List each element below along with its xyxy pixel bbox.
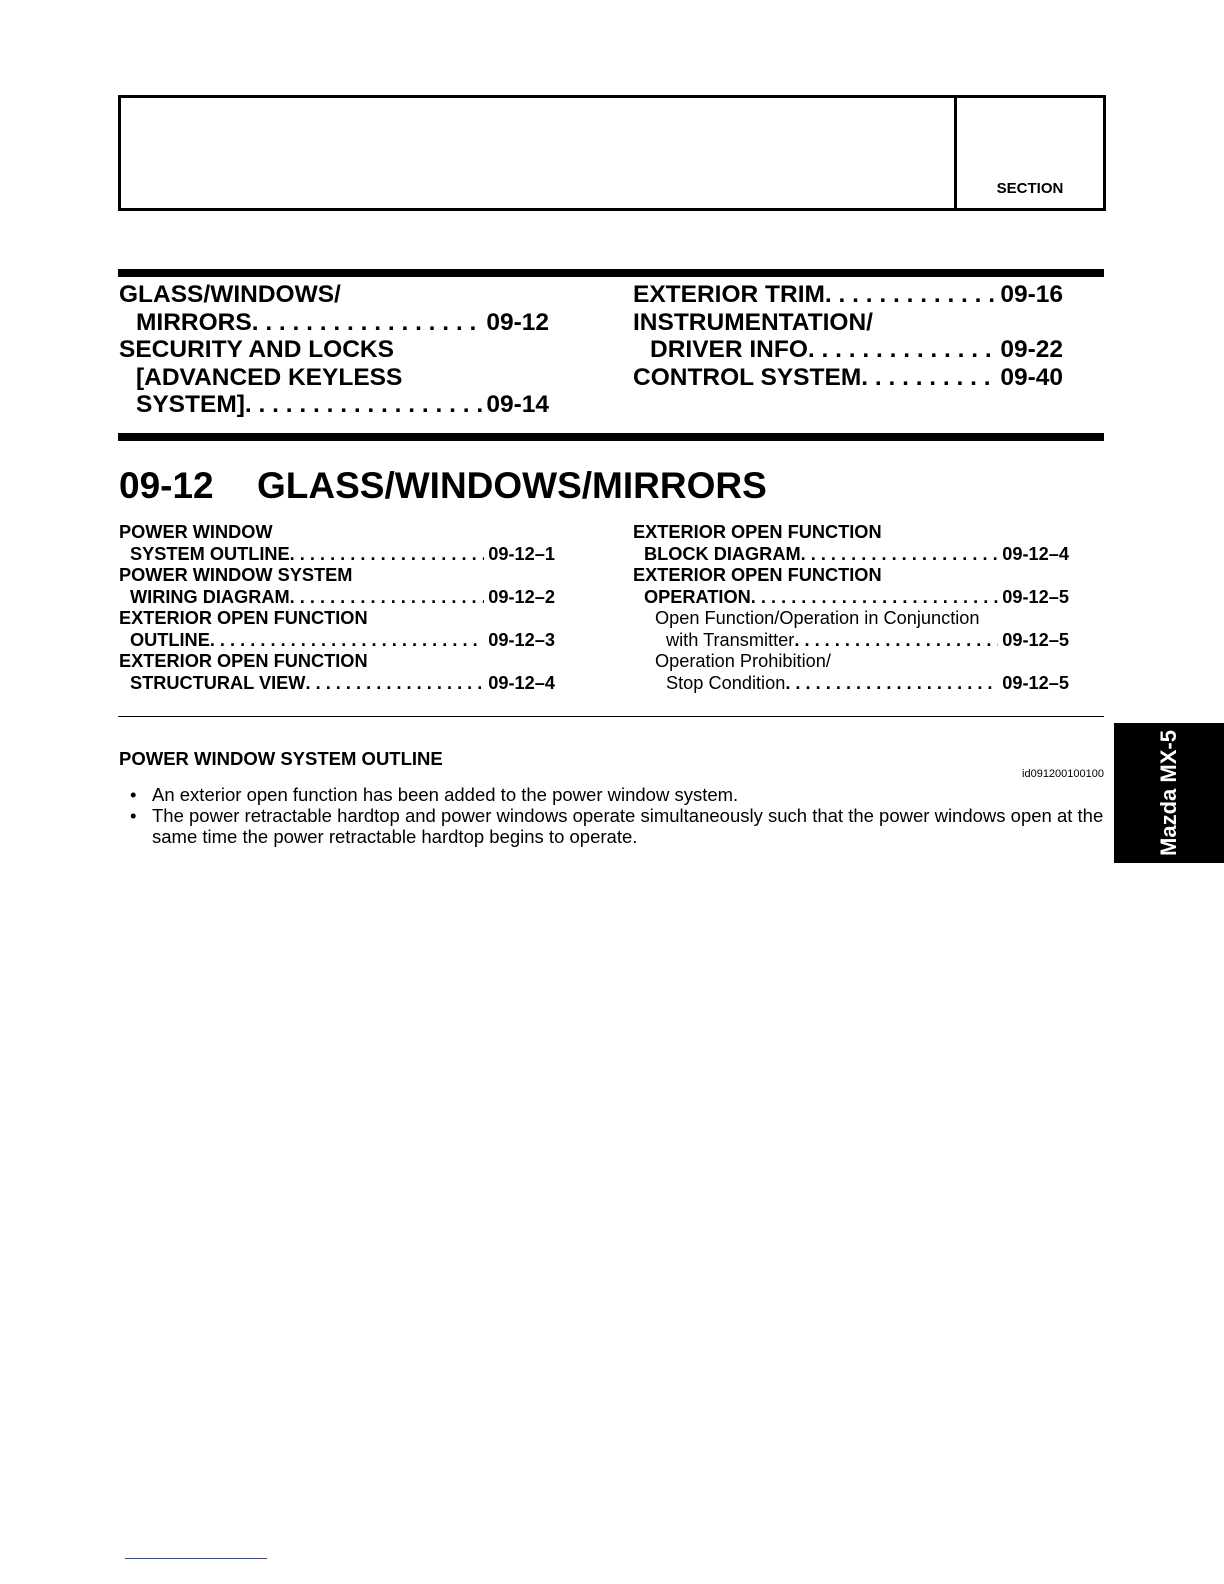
toc-entry-label: EXTERIOR OPEN FUNCTION — [119, 651, 368, 671]
toc-entry-page: 09-16 — [1000, 281, 1063, 308]
toc-leader-dots — [245, 391, 482, 419]
toc-entry-page: 09-12 — [486, 308, 549, 336]
toc-entry-label: [ADVANCED KEYLESS — [136, 363, 403, 391]
section-label: SECTION — [996, 180, 1064, 197]
toc-leader-dots — [801, 544, 999, 566]
toc-entry-page: 09-12–1 — [488, 543, 555, 564]
toc-minor-left — [119, 522, 555, 694]
footer-link-underline — [125, 1558, 267, 1559]
section-number: 09-12 — [119, 465, 214, 506]
toc-entry-label: EXTERIOR OPEN FUNCTION — [119, 608, 368, 628]
toc-entry[interactable] — [119, 309, 549, 337]
toc-entry[interactable] — [633, 336, 1063, 364]
toc-entry[interactable] — [633, 309, 1063, 337]
toc-entry[interactable] — [119, 608, 555, 630]
toc-entry[interactable] — [119, 565, 555, 587]
toc-entry[interactable] — [119, 336, 549, 364]
toc-entry[interactable] — [119, 281, 549, 309]
bullet-icon: • — [130, 805, 137, 826]
toc-leader-dots — [751, 587, 998, 609]
toc-entry-page: 09-12–2 — [488, 586, 555, 607]
toc-entry[interactable] — [119, 522, 555, 544]
toc-entry-label: INSTRUMENTATION/ — [633, 308, 873, 336]
toc-entry-label: EXTERIOR OPEN FUNCTION — [633, 565, 882, 585]
toc-leader-dots — [305, 673, 484, 695]
toc-entry-label: EXTERIOR OPEN FUNCTION — [633, 522, 882, 542]
toc-entry-label: POWER WINDOW — [119, 522, 273, 542]
toc-leader-dots — [794, 630, 998, 652]
toc-entry[interactable] — [119, 673, 555, 695]
bullet-text: An exterior open function has been added to the power window system. — [152, 784, 739, 805]
toc-entry-page: 09-40 — [1000, 363, 1063, 391]
toc-leader-dots — [290, 587, 485, 609]
toc-entry[interactable] — [633, 587, 1069, 609]
toc-entry-page: 09-12–3 — [488, 629, 555, 650]
toc-entry[interactable] — [119, 651, 555, 673]
toc-entry-label: Operation Prohibition/ — [655, 651, 831, 671]
toc-entry-label: SECURITY AND LOCKS — [119, 336, 394, 364]
list-item — [130, 805, 1105, 847]
toc-entry-label: SYSTEM OUTLINE — [130, 543, 290, 564]
toc-entry-page: 09-12–4 — [488, 672, 555, 693]
toc-entry[interactable] — [633, 364, 1063, 392]
toc-entry[interactable] — [119, 630, 555, 652]
toc-entry-label: GLASS/WINDOWS/ — [119, 281, 341, 308]
toc-entry-page: 09-12–5 — [1002, 586, 1069, 607]
toc-entry[interactable] — [633, 281, 1063, 309]
side-tab — [1114, 723, 1224, 863]
toc-entry[interactable] — [119, 391, 549, 419]
document-id: id091200100100 — [1022, 768, 1104, 780]
toc-major-left — [119, 281, 549, 419]
toc-entry[interactable] — [633, 522, 1069, 544]
toc-leader-dots — [210, 630, 484, 652]
toc-entry-label: Stop Condition — [666, 672, 786, 693]
toc-entry-label: OPERATION — [644, 586, 751, 607]
toc-leader-dots — [861, 364, 996, 392]
content-heading: POWER WINDOW SYSTEM OUTLINE — [119, 748, 443, 769]
list-item — [130, 784, 1105, 805]
top-thick-rule — [118, 269, 1104, 277]
toc-entry-label: CONTROL SYSTEM — [633, 363, 862, 391]
toc-entry[interactable] — [633, 651, 1069, 673]
toc-leader-dots — [825, 281, 996, 309]
toc-entry[interactable] — [633, 544, 1069, 566]
toc-entry-page: 09-12–5 — [1002, 672, 1069, 693]
toc-divider — [118, 716, 1104, 717]
toc-entry[interactable] — [633, 673, 1069, 695]
toc-entry-label: WIRING DIAGRAM — [130, 586, 290, 607]
toc-entry-label: STRUCTURAL VIEW — [130, 672, 306, 693]
toc-entry-label: DRIVER INFO — [650, 336, 808, 364]
toc-entry-label: MIRRORS — [136, 308, 252, 336]
toc-entry-page: 09-22 — [1000, 336, 1063, 364]
mid-thick-rule — [118, 433, 1104, 441]
toc-entry-page: 09-12–4 — [1002, 543, 1069, 564]
toc-entry-page: 09-12–5 — [1002, 629, 1069, 650]
toc-entry-label: OUTLINE — [130, 629, 210, 650]
toc-entry-label: POWER WINDOW SYSTEM — [119, 565, 353, 585]
toc-leader-dots — [808, 336, 996, 364]
toc-entry-label: SYSTEM] — [136, 391, 245, 419]
section-header-box — [118, 95, 1106, 211]
toc-leader-dots — [290, 544, 485, 566]
toc-entry[interactable] — [119, 544, 555, 566]
toc-entry[interactable] — [119, 364, 549, 392]
toc-major-right — [633, 281, 1063, 391]
section-title: GLASS/WINDOWS/MIRRORS — [257, 465, 767, 506]
toc-entry-label: Open Function/Operation in Conjunction — [655, 608, 980, 628]
toc-leader-dots — [252, 309, 483, 337]
toc-entry[interactable] — [633, 608, 1069, 630]
side-tab-label: Mazda MX-5 — [1156, 730, 1181, 856]
toc-entry-label: BLOCK DIAGRAM — [644, 543, 801, 564]
toc-leader-dots — [785, 673, 998, 695]
bullet-icon: • — [130, 784, 137, 805]
toc-entry-page: 09-14 — [486, 391, 549, 419]
toc-entry-label: with Transmitter — [666, 629, 795, 650]
toc-entry[interactable] — [119, 587, 555, 609]
bullet-list — [130, 784, 1105, 847]
toc-entry-label: EXTERIOR TRIM — [633, 281, 825, 308]
bullet-text: The power retractable hardtop and power windows operate simultaneously such that the power windows open at the same time the power retractable hardtop begins to operate. — [152, 805, 1104, 847]
toc-entry[interactable] — [633, 630, 1069, 652]
toc-minor-right — [633, 522, 1069, 694]
toc-entry[interactable] — [633, 565, 1069, 587]
page-title — [119, 462, 767, 510]
